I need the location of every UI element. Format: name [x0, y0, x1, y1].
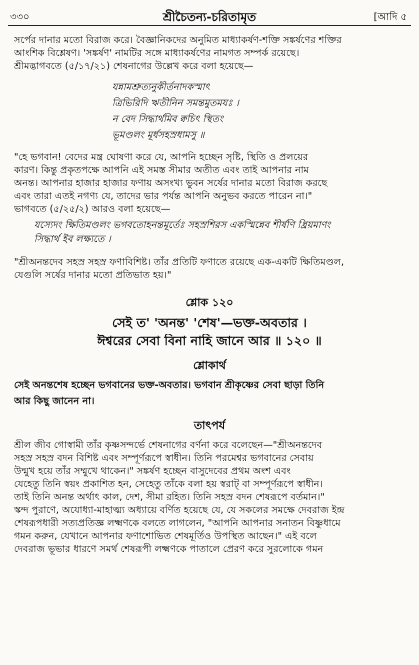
shlokartha-heading: শ্লোকার্থ — [193, 359, 226, 372]
text-line: "হে ভগবান! বেদের মন্ত্র ঘোষণা করে যে, আপনি হচ্ছেন সৃষ্টি, স্থিতি ও প্রলয়ের — [14, 152, 309, 163]
header-rule — [8, 25, 411, 26]
text-line: যেগুলি সর্ষের দানার মতো প্রতিভাত হয়।" — [14, 270, 172, 281]
purport-line: শ্রীল জীব গোস্বামী তাঁর কৃষ্ণসন্দর্ভে শেষনাগের বর্ণনা করে বলেছেন—"শ্রীঅনন্তদেব — [14, 440, 323, 451]
text-line: শ্রীমদ্ভাগবতে (৫/১৭/২১) শেষনাগের উল্লেখ করে বলা হয়েছে— — [14, 61, 254, 72]
page-header — [0, 0, 419, 26]
shlokartha-line: আর কিছু জানেন না। — [14, 396, 95, 407]
tatparya-heading: তাৎপর্য — [193, 419, 226, 432]
sanskrit-line: যন্নামশ্রুত্যনুকীর্তনাদকস্মাৎ — [112, 82, 210, 93]
purport-line: দেবরাজ ভূভার ধারণে সমর্থ শেষরূপী লক্ষ্মণকে পাতালে প্রেরণ করে সুরলোকে গমন — [14, 544, 324, 555]
text-line: সর্পের দানার মতো বিরাজ করে। বৈজ্ঞানিকদের অনুমিত মাধ্যাকর্ষণ-শক্তি সঙ্কর্ষণের শক্তির — [14, 35, 342, 46]
text-line: এবং তারা এতই নগণ্য যে, তাদের ভার পর্যন্ত আপনি অনুভব করতে পারেন না।" — [14, 191, 313, 202]
page-number: ৩৩০ — [10, 12, 30, 23]
text-line: আংশিক বিশ্লেষণ। 'সঙ্কর্ষণ' নামটির সঙ্গে মাধ্যাকর্ষণের নামগত সম্পর্ক রয়েছে। — [14, 48, 300, 59]
book-title: শ্রীচৈতন্য-চরিতামৃত — [162, 10, 257, 24]
purport-line: উন্মুখ হয়ে তাঁর সম্মুখে থাকেন।" সঙ্কর্ষণ হচ্ছেন বাসুদেবের প্রথম অংশ এবং — [14, 466, 291, 477]
purport-line: স্কন্দ পুরাণে, অযোধ্যা-মাহাত্ম্য অধ্যায়ে বর্ণিত হয়েছে যে, যে সকলের সমক্ষে দেবরাজ ইন্দ্র — [14, 505, 345, 516]
purport-line: যেহেতু তিনি স্বয়ং প্রকাশিত হন, সেহেতু তাঁকে বলা হয় স্বরাট্ বা সম্পূর্ণরূপে স্বাধীন। — [14, 479, 323, 490]
verse-line: ঈশ্বরের সেবা বিনা নাহি জানে আর ॥ ১২০ ॥ — [97, 334, 322, 348]
purport-line: শেষরূপধারী সত্যপ্রতিজ্ঞ লক্ষ্মণকে বলতে লাগলেন, "আপনি আপনার সনাতন বিষ্ণুধামে — [14, 518, 341, 529]
chapter-reference: [আদি ৫ — [373, 12, 407, 23]
text-line: ভাগবতে (৫/২৫/২) আরও বলা হয়েছে— — [14, 204, 171, 215]
sanskrit-line: যস্যেদং ক্ষিতিমণ্ডলং ভগবতোহনন্তমূর্তেঃ সহস্রশিরস একস্মিন্নেব শীর্ষণি ধ্রিয়মাণং — [34, 220, 331, 231]
purport-line: সহস্র সহস্র বদন বিশিষ্ট এবং সম্পূর্ণরূপে স্বাধীন। তিনি পরমেশ্বর ভগবানের সেবায় — [14, 453, 314, 464]
shloka-heading: শ্লোক ১২০ — [185, 296, 234, 309]
text-line: "শ্রীঅনন্তদেব সহস্র সহস্র ফণাবিশিষ্ট। তাঁর প্রতিটি ফণাতে রয়েছে এক-একটি ক্ষিতিমণ্ডল, — [14, 257, 344, 268]
purport-line: গমন করুন, যেখানে আপনার ফণাশোভিত শেষমূর্তিও উপস্থিত আছেন।" এই বলে — [14, 531, 317, 542]
verse-line: সেই ত' 'অনন্ত' 'শেষ'—ভক্ত-অবতার । — [112, 316, 307, 330]
sanskrit-line: ত্রিভিরিদি ঋতীনিন সমন্তমুতমযঃ । — [112, 98, 239, 109]
sanskrit-line: সিদ্ধার্থ ইব লক্ষ্যতে । — [34, 234, 111, 245]
shlokartha-line: সেই অনন্তশেষ হচ্ছেন ভগবানের ভক্ত-অবতার। ভগবান শ্রীকৃষ্ণের সেবা ছাড়া তিনি — [14, 380, 325, 391]
text-line: কারণ। কিন্তু প্রকৃতপক্ষে আপনি এই সমস্ত সীমার অতীত এবং তাই আপনার নাম — [14, 165, 309, 176]
sanskrit-line: ভূমণ্ডলং মূর্ধসহস্রধামসু ॥ — [112, 130, 205, 141]
sanskrit-line: ন বেদ সিদ্ধার্থমিব ক্বচিৎ স্থিতং — [112, 114, 224, 125]
text-line: অনন্ত। আপনার হাজার হাজার ফণায় অসংখ্য ভুবন সর্ষের দানার মতো বিরাজ করছে — [14, 178, 328, 189]
purport-line: তাই তিনি অনন্ত অর্থাৎ কাল, দেশ, সীমা রহিত। তিনি সহস্র বদন শেষরূপে বর্তমান।" — [14, 492, 325, 503]
